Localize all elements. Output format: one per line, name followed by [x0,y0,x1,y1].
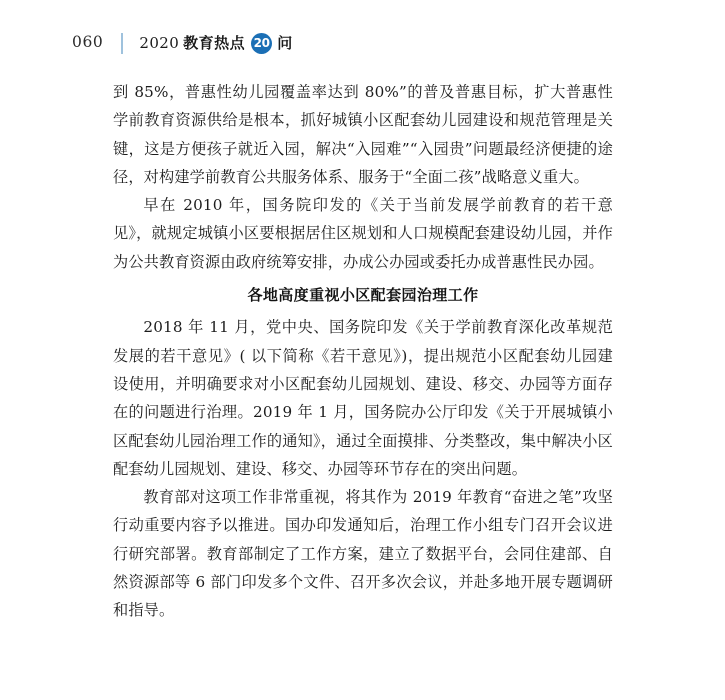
section-heading: 各地高度重视小区配套园治理工作 [247,286,479,305]
paragraph-policy-2010: 早在 2010 年，国务院印发的《关于当前发展学前教育的若干意见》，就规定城镇小区要根据居住区规划和人口规模配套建设幼儿园，并作为公共教育资源由政府统筹安排，办成公办园或委托办成普惠性民办园。 [113,196,613,271]
paragraph-policy-2018: 2018 年 11 月，党中央、国务院印发《关于学前教育深化改革规范发展的若干意见》( 以下简称《若干意见》)，提出规范小区配套幼儿园建设使用，并明确要求对小区配套幼儿园规划、建设、移交、办园等方面存在的问题进行治理。2019 年 1 月，国务院办公厅印发《关于开展城镇小区配套幼儿园治理工作的通知》，通过全面摸排、分类整改，集中解决小区配套幼儿园规划、建设、移交、办园等环节存在的突出问题。 [113,318,613,478]
book-title [139,33,292,54]
book-title-year: 2020 [139,33,180,52]
paragraph-ministry-action: 教育部对这项工作非常重视，将其作为 2019 年教育“奋进之笔”攻坚行动重要内容予以推进。国办印发通知后，治理工作小组专门召开会议进行研究部署。教育部制定了工作方案，建立了数据平台，会同住建部、自然资源部等 6 部门印发多个文件、召开多次会议，并赴多地开展专题调研和指导。 [113,488,613,620]
page-body [113,78,613,625]
book-title-suffix: 问 [277,33,293,52]
paragraph-continuation: 到 85%，普惠性幼儿园覆盖率达到 80%”的普及普惠目标，扩大普惠性学前教育资源供给是根本，抓好城镇小区配套幼儿园建设和规范管理是关键，这是方便孩子就近入园，解决“入园难”“入园贵”问题最经济便捷的途径，对构建学前教育公共服务体系、服务于“全面二孩”战略意义重大。 [113,83,613,186]
header-divider-rule [121,33,123,54]
running-header [72,30,653,56]
book-title-text: 教育热点 [183,33,246,52]
question-count-badge: 20 [251,33,272,54]
page-folio-number: 060 [72,33,104,52]
